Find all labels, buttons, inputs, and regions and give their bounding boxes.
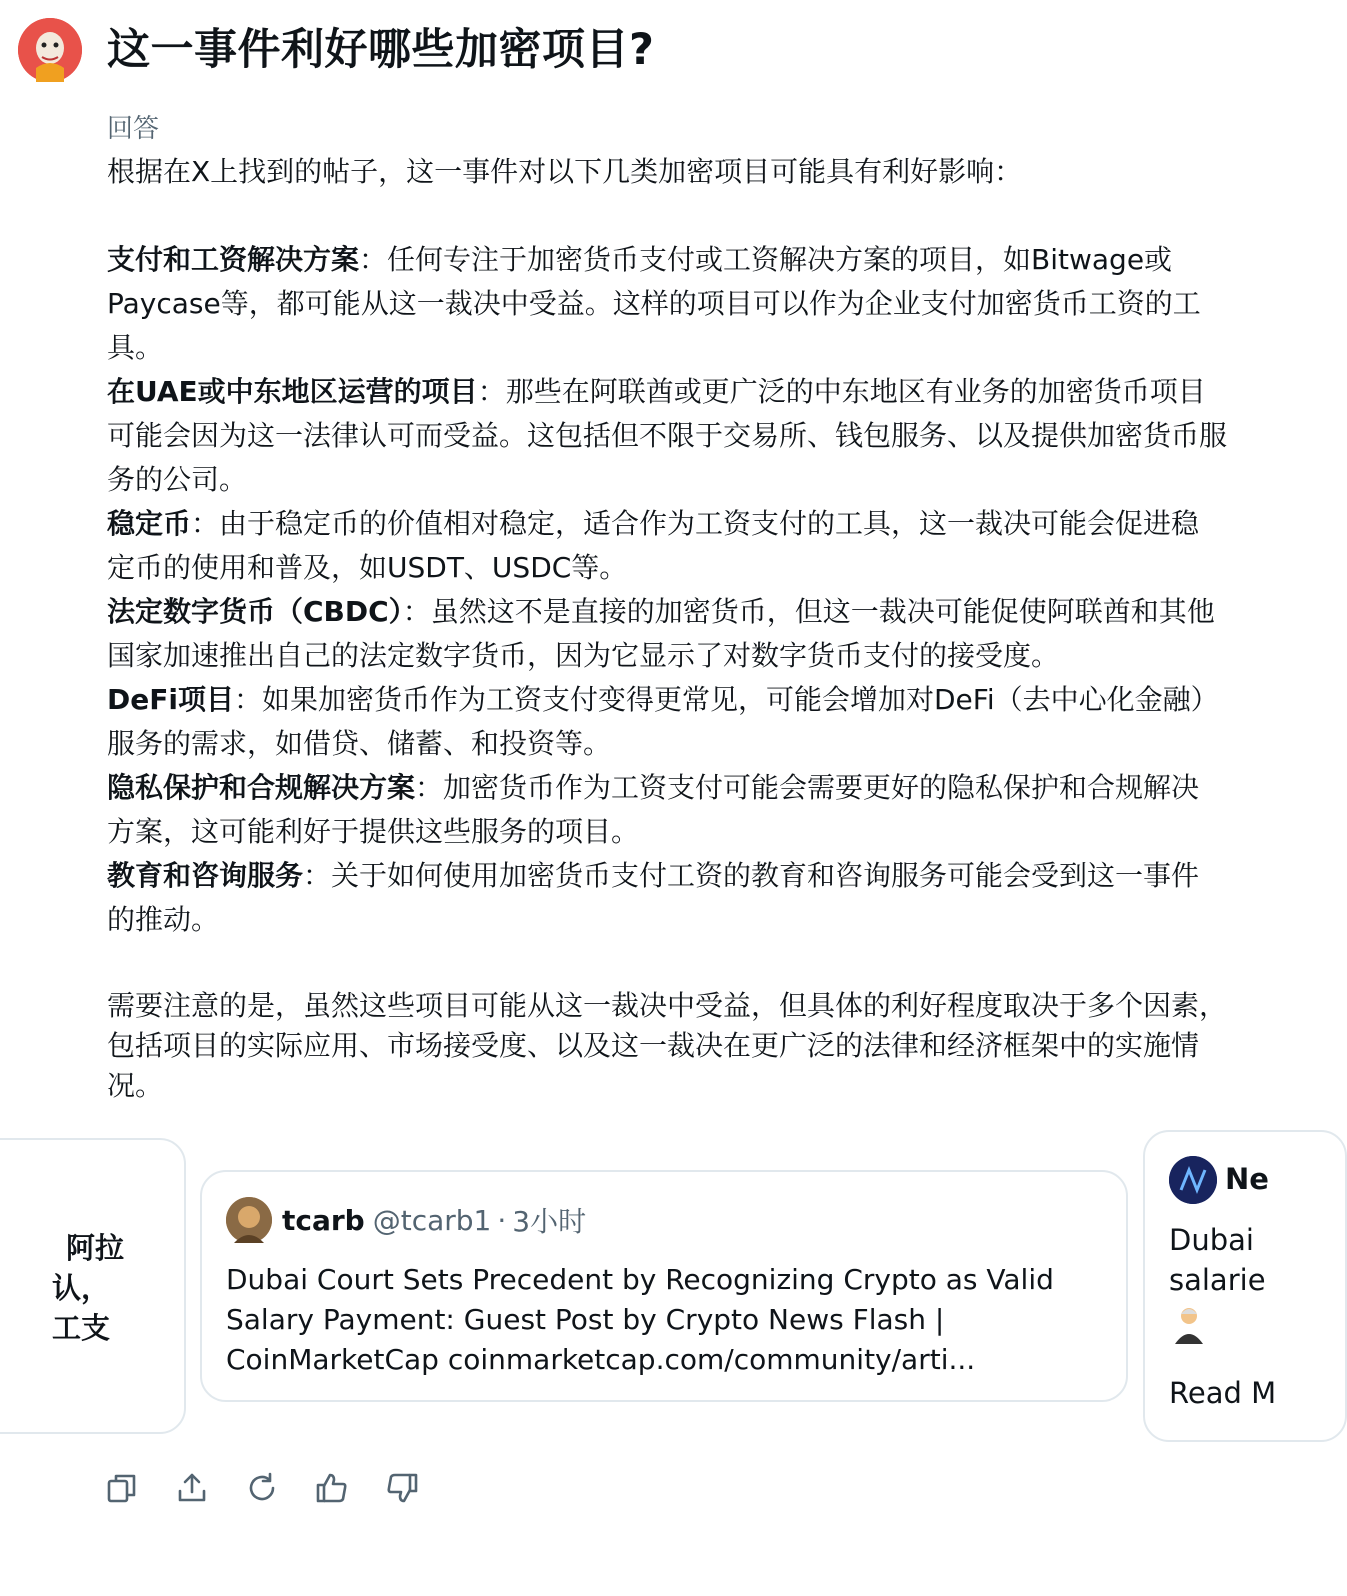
answer-label: 回答 xyxy=(107,114,160,144)
fragment-line: 阿拉 xyxy=(66,1231,125,1265)
card-text-fragment xyxy=(52,1228,125,1348)
answer-item-text: 虽然这不是直接的加密货币，但这一裁决可能促使阿联酋和其他国家加速推出自己的法定数字货币，因为它显示了对数字货币支付的接受度。 xyxy=(107,595,1215,672)
answer-item xyxy=(107,502,1227,590)
answer-item-text: 如果加密货币作为工资支付变得更常见，可能会增加对DeFi（去中心化金融）服务的需求，如借贷、储蓄、和投资等。 xyxy=(107,683,1219,760)
thumbs-up-icon xyxy=(315,1471,349,1505)
separator: ： xyxy=(477,375,506,408)
separator: ： xyxy=(359,243,388,276)
separator: ： xyxy=(191,507,220,540)
like-button[interactable] xyxy=(314,1468,350,1508)
card-text-line: salarie xyxy=(1169,1263,1266,1297)
answer-item xyxy=(107,766,1227,854)
answer-item xyxy=(107,590,1227,678)
copy-button[interactable] xyxy=(104,1468,140,1508)
post-card-next[interactable] xyxy=(1143,1130,1347,1442)
card-author-name: Ne xyxy=(1225,1162,1269,1196)
separator: ： xyxy=(402,595,431,628)
separator: ： xyxy=(303,859,332,892)
post-card[interactable] xyxy=(200,1170,1128,1402)
answer-item-title: 教育和咨询服务 xyxy=(107,859,304,892)
fragment-line: 认， xyxy=(52,1271,111,1305)
answer-body xyxy=(107,150,1227,1106)
answer-item-title: 稳定币 xyxy=(107,507,192,540)
answer-item-text: 那些在阿联酋或更广泛的中东地区有业务的加密货币项目可能会因为这一法律认可而受益。这包括但不限于交易所、钱包服务、以及提供加密货币服务的公司。 xyxy=(107,375,1228,496)
answer-item-text: 由于稳定币的价值相对稳定，适合作为工资支付的工具，这一裁决可能会促进稳定币的使用和普及，如USDT、USDC等。 xyxy=(107,507,1200,584)
answer-item-text: 任何专注于加密货币支付或工资解决方案的项目，如Bitwage或Paycase等，都可能从这一裁决中受益。这样的项目可以作为企业支付加密货币工资的工具。 xyxy=(107,243,1201,364)
answer-item xyxy=(107,238,1227,370)
post-header xyxy=(226,1196,586,1244)
answer-item-text: 关于如何使用加密货币支付工资的教育和咨询服务可能会受到这一事件的推动。 xyxy=(107,859,1200,936)
read-more-link[interactable]: Read M xyxy=(1169,1376,1277,1410)
answer-item-text: 加密货币作为工资支付可能会需要更好的隐私保护和合规解决方案，这可能利好于提供这些服务的项目。 xyxy=(107,771,1200,848)
copy-icon xyxy=(105,1471,139,1505)
share-button[interactable] xyxy=(174,1468,210,1508)
answer-item xyxy=(107,370,1227,502)
fragment-line: 工支 xyxy=(52,1311,111,1345)
answer-item-title: 支付和工资解决方案 xyxy=(107,243,360,276)
bot-avatar xyxy=(18,18,82,82)
regenerate-icon xyxy=(245,1471,279,1505)
share-icon xyxy=(175,1471,209,1505)
post-text: Dubai Court Sets Precedent by Recognizing Crypto as Valid Salary Payment: Guest Post by Crypto News Flash | CoinMarketCap coinmarketcap.com/community/arti... xyxy=(226,1263,1054,1376)
post-author-name[interactable]: tcarb xyxy=(282,1203,365,1237)
post-author-avatar[interactable] xyxy=(226,1197,272,1243)
answer-item xyxy=(107,854,1227,942)
answer-note: 需要注意的是，虽然这些项目可能从这一裁决中受益，但具体的利好程度取决于多个因素，包括项目的实际应用、市场接受度、以及这一裁决在更广泛的法律和经济框架中的实施情况。 xyxy=(107,989,1228,1102)
action-bar xyxy=(104,1468,420,1508)
post-card-previous[interactable] xyxy=(0,1138,186,1434)
answer-item xyxy=(107,678,1227,766)
card-text-line: Dubai xyxy=(1169,1223,1254,1257)
answer-item-title: DeFi项目 xyxy=(107,683,234,716)
dislike-button[interactable] xyxy=(384,1468,420,1508)
separator: ： xyxy=(415,771,444,804)
answer-item-title: 隐私保护和合规解决方案 xyxy=(107,771,416,804)
card-text xyxy=(1169,1220,1266,1300)
answer-item-title: 在UAE或中东地区运营的项目 xyxy=(107,375,478,408)
answer-intro: 根据在X上找到的帖子，这一事件对以下几类加密项目可能具有利好影响： xyxy=(107,155,1023,188)
regenerate-button[interactable] xyxy=(244,1468,280,1508)
thumbs-down-icon xyxy=(385,1471,419,1505)
separator: ： xyxy=(233,683,262,716)
news-logo-icon xyxy=(1169,1156,1217,1204)
post-time: 3小时 xyxy=(512,1205,587,1238)
separator-dot: · xyxy=(497,1203,507,1237)
page-title: 这一事件利好哪些加密项目? xyxy=(107,25,655,75)
judge-emoji-icon xyxy=(1169,1304,1209,1344)
post-author-handle[interactable]: @tcarb1 xyxy=(372,1203,492,1237)
answer-item-title: 法定数字货币（CBDC） xyxy=(107,595,403,628)
